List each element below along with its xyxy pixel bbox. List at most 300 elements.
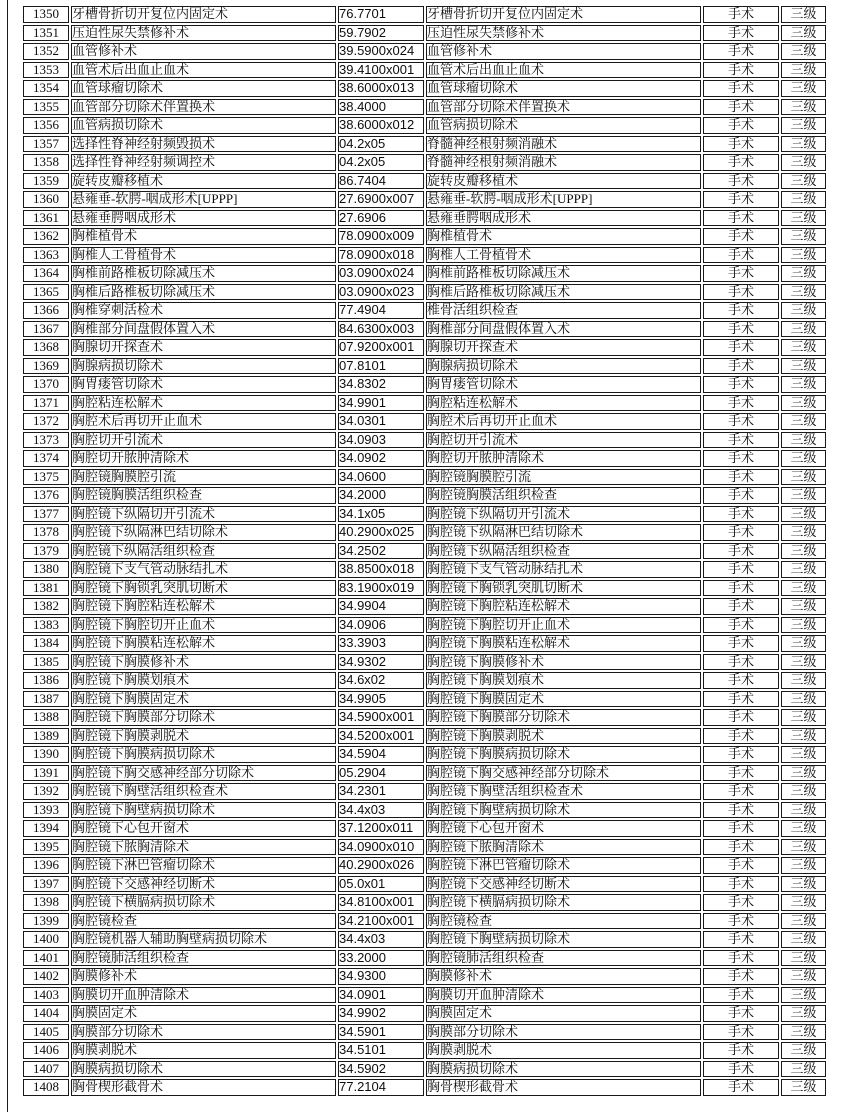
procedure-name-cell: 胸膜切开血肿清除术 — [71, 987, 336, 1004]
category-cell: 手术 — [703, 1079, 779, 1096]
level-cell: 三级 — [781, 950, 826, 967]
category-cell: 手术 — [703, 913, 779, 930]
procedure-code-cell: 34.0600 — [338, 469, 424, 486]
standard-name-cell: 牙槽骨折切开复位内固定术 — [426, 6, 701, 23]
row-index-cell: 1373 — [23, 432, 69, 449]
row-index-cell: 1387 — [23, 691, 69, 708]
row-index-cell: 1356 — [23, 117, 69, 134]
table-row — [23, 395, 826, 412]
row-index-cell: 1384 — [23, 635, 69, 652]
level-cell: 三级 — [781, 561, 826, 578]
procedure-code-cell: 34.2301 — [338, 783, 424, 800]
row-index-cell: 1404 — [23, 1005, 69, 1022]
procedure-name-cell: 胸腔镜下支气管动脉结扎术 — [71, 561, 336, 578]
level-cell: 三级 — [781, 654, 826, 671]
standard-name-cell: 胸椎前路椎板切除减压术 — [426, 265, 701, 282]
row-index-cell: 1354 — [23, 80, 69, 97]
procedure-name-cell: 胸腔镜下胸膜病损切除术 — [71, 746, 336, 763]
standard-name-cell: 胸膜切开血肿清除术 — [426, 987, 701, 1004]
level-cell: 三级 — [781, 117, 826, 134]
procedure-name-cell: 胸腔镜下纵隔切开引流术 — [71, 506, 336, 523]
standard-name-cell: 悬雍垂腭咽成形术 — [426, 210, 701, 227]
procedure-code-cell: 05.0x01 — [338, 876, 424, 893]
row-index-cell: 1383 — [23, 617, 69, 634]
procedure-name-cell: 胸骨楔形截骨术 — [71, 1079, 336, 1096]
procedure-code-cell: 34.0301 — [338, 413, 424, 430]
level-cell: 三级 — [781, 173, 826, 190]
standard-name-cell: 胸腔镜下胸膜粘连松解术 — [426, 635, 701, 652]
procedure-code-cell: 34.9902 — [338, 1005, 424, 1022]
procedure-code-cell: 39.4100x001 — [338, 62, 424, 79]
level-cell: 三级 — [781, 376, 826, 393]
standard-name-cell: 胸胃瘘管切除术 — [426, 376, 701, 393]
procedure-name-cell: 胸膜剥脱术 — [71, 1042, 336, 1059]
procedure-code-cell: 38.8500x018 — [338, 561, 424, 578]
row-index-cell: 1375 — [23, 469, 69, 486]
procedure-code-cell: 33.2000 — [338, 950, 424, 967]
row-index-cell: 1393 — [23, 802, 69, 819]
procedure-code-cell: 34.9300 — [338, 968, 424, 985]
row-index-cell: 1398 — [23, 894, 69, 911]
category-cell: 手术 — [703, 598, 779, 615]
category-cell: 手术 — [703, 99, 779, 116]
row-index-cell: 1394 — [23, 820, 69, 837]
table-row — [23, 43, 826, 60]
standard-name-cell: 胸膜修补术 — [426, 968, 701, 985]
standard-name-cell: 胸腔镜下交感神经切断术 — [426, 876, 701, 893]
table-row — [23, 765, 826, 782]
level-cell: 三级 — [781, 968, 826, 985]
level-cell: 三级 — [781, 469, 826, 486]
procedure-name-cell: 胸椎人工骨植骨术 — [71, 247, 336, 264]
table-row — [23, 913, 826, 930]
row-index-cell: 1378 — [23, 524, 69, 541]
category-cell: 手术 — [703, 80, 779, 97]
category-cell: 手术 — [703, 1061, 779, 1078]
standard-name-cell: 胸腔镜检查 — [426, 913, 701, 930]
table-row — [23, 284, 826, 301]
level-cell: 三级 — [781, 820, 826, 837]
procedure-name-cell: 压迫性尿失禁修补术 — [71, 25, 336, 42]
procedure-name-cell: 胸腔切开脓肿清除术 — [71, 450, 336, 467]
level-cell: 三级 — [781, 6, 826, 23]
procedure-code-cell: 40.2900x025 — [338, 524, 424, 541]
level-cell: 三级 — [781, 617, 826, 634]
row-index-cell: 1407 — [23, 1061, 69, 1078]
standard-name-cell: 悬雍垂-软腭-咽成形术[UPPP] — [426, 191, 701, 208]
row-index-cell: 1401 — [23, 950, 69, 967]
standard-name-cell: 胸腔镜下淋巴管瘤切除术 — [426, 857, 701, 874]
procedure-code-cell: 34.5200x001 — [338, 728, 424, 745]
table-row — [23, 136, 826, 153]
table-row — [23, 25, 826, 42]
row-index-cell: 1390 — [23, 746, 69, 763]
procedure-code-cell: 34.9302 — [338, 654, 424, 671]
standard-name-cell: 胸腔切开脓肿清除术 — [426, 450, 701, 467]
procedure-name-cell: 血管球瘤切除术 — [71, 80, 336, 97]
category-cell: 手术 — [703, 950, 779, 967]
row-index-cell: 1405 — [23, 1024, 69, 1041]
row-index-cell: 1396 — [23, 857, 69, 874]
category-cell: 手术 — [703, 413, 779, 430]
page-edge-line — [7, 0, 8, 1112]
row-index-cell: 1392 — [23, 783, 69, 800]
table-row — [23, 617, 826, 634]
category-cell: 手术 — [703, 931, 779, 948]
category-cell: 手术 — [703, 62, 779, 79]
procedure-name-cell: 血管部分切除术伴置换术 — [71, 99, 336, 116]
table-row — [23, 839, 826, 856]
level-cell: 三级 — [781, 25, 826, 42]
standard-name-cell: 胸腺切开探查术 — [426, 339, 701, 356]
level-cell: 三级 — [781, 99, 826, 116]
row-index-cell: 1397 — [23, 876, 69, 893]
standard-name-cell: 旋转皮瓣移植术 — [426, 173, 701, 190]
standard-name-cell: 胸腔镜下胸交感神经部分切除术 — [426, 765, 701, 782]
standard-name-cell: 胸膜固定术 — [426, 1005, 701, 1022]
row-index-cell: 1361 — [23, 210, 69, 227]
procedure-code-cell: 34.2000 — [338, 487, 424, 504]
procedure-table-body — [23, 6, 826, 1096]
procedure-name-cell: 胸腺切开探查术 — [71, 339, 336, 356]
standard-name-cell: 胸腔镜下胸膜划痕术 — [426, 672, 701, 689]
category-cell: 手术 — [703, 524, 779, 541]
procedure-name-cell: 胸腔镜下胸交感神经部分切除术 — [71, 765, 336, 782]
category-cell: 手术 — [703, 339, 779, 356]
standard-name-cell: 胸腔镜胸膜活组织检查 — [426, 487, 701, 504]
procedure-name-cell: 胸膜部分切除术 — [71, 1024, 336, 1041]
level-cell: 三级 — [781, 598, 826, 615]
procedure-code-cell: 34.0902 — [338, 450, 424, 467]
standard-name-cell: 胸腔镜下心包开窗术 — [426, 820, 701, 837]
row-index-cell: 1359 — [23, 173, 69, 190]
procedure-name-cell: 胸腔镜下脓胸清除术 — [71, 839, 336, 856]
procedure-name-cell: 胸腔镜下胸膜剥脱术 — [71, 728, 336, 745]
procedure-code-cell: 34.5902 — [338, 1061, 424, 1078]
level-cell: 三级 — [781, 543, 826, 560]
category-cell: 手术 — [703, 265, 779, 282]
procedure-code-cell: 34.5900x001 — [338, 709, 424, 726]
procedure-code-cell: 34.5901 — [338, 1024, 424, 1041]
procedure-name-cell: 胸腔粘连松解术 — [71, 395, 336, 412]
category-cell: 手术 — [703, 709, 779, 726]
row-index-cell: 1364 — [23, 265, 69, 282]
level-cell: 三级 — [781, 524, 826, 541]
table-row — [23, 820, 826, 837]
row-index-cell: 1402 — [23, 968, 69, 985]
procedure-code-cell: 27.6906 — [338, 210, 424, 227]
row-index-cell: 1353 — [23, 62, 69, 79]
procedure-code-cell: 34.0906 — [338, 617, 424, 634]
level-cell: 三级 — [781, 395, 826, 412]
row-index-cell: 1368 — [23, 339, 69, 356]
category-cell: 手术 — [703, 580, 779, 597]
standard-name-cell: 胸腺病损切除术 — [426, 358, 701, 375]
table-row — [23, 432, 826, 449]
standard-name-cell: 血管部分切除术伴置换术 — [426, 99, 701, 116]
table-row — [23, 154, 826, 171]
standard-name-cell: 胸腔镜下胸腔粘连松解术 — [426, 598, 701, 615]
standard-name-cell: 胸腔镜下胸膜剥脱术 — [426, 728, 701, 745]
row-index-cell: 1400 — [23, 931, 69, 948]
category-cell: 手术 — [703, 672, 779, 689]
level-cell: 三级 — [781, 191, 826, 208]
procedure-code-cell: 34.2502 — [338, 543, 424, 560]
category-cell: 手术 — [703, 302, 779, 319]
table-row — [23, 6, 826, 23]
category-cell: 手术 — [703, 450, 779, 467]
procedure-code-cell: 34.0900x010 — [338, 839, 424, 856]
category-cell: 手术 — [703, 1042, 779, 1059]
level-cell: 三级 — [781, 1005, 826, 1022]
standard-name-cell: 胸腔切开引流术 — [426, 432, 701, 449]
category-cell: 手术 — [703, 543, 779, 560]
category-cell: 手术 — [703, 857, 779, 874]
table-row — [23, 487, 826, 504]
standard-name-cell: 胸腔镜下胸膜部分切除术 — [426, 709, 701, 726]
standard-name-cell: 胸腔镜下胸膜病损切除术 — [426, 746, 701, 763]
procedure-code-cell: 34.9905 — [338, 691, 424, 708]
procedure-name-cell: 胸椎植骨术 — [71, 228, 336, 245]
category-cell: 手术 — [703, 247, 779, 264]
procedure-code-cell: 05.2904 — [338, 765, 424, 782]
row-index-cell: 1358 — [23, 154, 69, 171]
category-cell: 手术 — [703, 506, 779, 523]
table-row — [23, 635, 826, 652]
row-index-cell: 1357 — [23, 136, 69, 153]
standard-name-cell: 胸腔镜下支气管动脉结扎术 — [426, 561, 701, 578]
procedure-name-cell: 胸腔镜下胸膜部分切除术 — [71, 709, 336, 726]
row-index-cell: 1408 — [23, 1079, 69, 1096]
procedure-name-cell: 胸腔镜肺活组织检查 — [71, 950, 336, 967]
category-cell: 手术 — [703, 173, 779, 190]
standard-name-cell: 胸腔镜下横膈病损切除术 — [426, 894, 701, 911]
category-cell: 手术 — [703, 802, 779, 819]
standard-name-cell: 胸腔镜下胸锁乳突肌切断术 — [426, 580, 701, 597]
procedure-name-cell: 牙槽骨折切开复位内固定术 — [71, 6, 336, 23]
row-index-cell: 1395 — [23, 839, 69, 856]
table-row — [23, 469, 826, 486]
table-row — [23, 1024, 826, 1041]
procedure-name-cell: 胸胃瘘管切除术 — [71, 376, 336, 393]
procedure-code-cell: 34.8100x001 — [338, 894, 424, 911]
row-index-cell: 1351 — [23, 25, 69, 42]
level-cell: 三级 — [781, 894, 826, 911]
procedure-name-cell: 胸腔镜下胸腔切开止血术 — [71, 617, 336, 634]
table-row — [23, 987, 826, 1004]
row-index-cell: 1377 — [23, 506, 69, 523]
row-index-cell: 1360 — [23, 191, 69, 208]
table-row — [23, 672, 826, 689]
level-cell: 三级 — [781, 913, 826, 930]
procedure-code-cell: 34.8302 — [338, 376, 424, 393]
level-cell: 三级 — [781, 1061, 826, 1078]
procedure-name-cell: 悬雍垂-软腭-咽成形术[UPPP] — [71, 191, 336, 208]
standard-name-cell: 胸腔术后再切开止血术 — [426, 413, 701, 430]
standard-name-cell: 血管修补术 — [426, 43, 701, 60]
procedure-name-cell: 胸腔镜下胸壁活组织检查术 — [71, 783, 336, 800]
category-cell: 手术 — [703, 154, 779, 171]
level-cell: 三级 — [781, 506, 826, 523]
category-cell: 手术 — [703, 228, 779, 245]
level-cell: 三级 — [781, 746, 826, 763]
procedure-code-cell: 03.0900x023 — [338, 284, 424, 301]
table-row — [23, 931, 826, 948]
standard-name-cell: 胸膜病损切除术 — [426, 1061, 701, 1078]
row-index-cell: 1376 — [23, 487, 69, 504]
table-row — [23, 450, 826, 467]
procedure-code-cell: 34.2100x001 — [338, 913, 424, 930]
table-row — [23, 1079, 826, 1096]
table-row — [23, 654, 826, 671]
level-cell: 三级 — [781, 931, 826, 948]
standard-name-cell: 胸腔镜下胸膜修补术 — [426, 654, 701, 671]
procedure-code-cell: 34.0903 — [338, 432, 424, 449]
table-row — [23, 691, 826, 708]
table-row — [23, 358, 826, 375]
level-cell: 三级 — [781, 321, 826, 338]
table-row — [23, 1005, 826, 1022]
level-cell: 三级 — [781, 413, 826, 430]
standard-name-cell: 胸椎后路椎板切除减压术 — [426, 284, 701, 301]
level-cell: 三级 — [781, 580, 826, 597]
row-index-cell: 1370 — [23, 376, 69, 393]
level-cell: 三级 — [781, 783, 826, 800]
procedure-name-cell: 胸腔镜下胸壁病损切除术 — [71, 802, 336, 819]
procedure-name-cell: 胸椎部分间盘假体置入术 — [71, 321, 336, 338]
level-cell: 三级 — [781, 487, 826, 504]
table-row — [23, 598, 826, 615]
procedure-name-cell: 胸腔镜下纵隔淋巴结切除术 — [71, 524, 336, 541]
level-cell: 三级 — [781, 265, 826, 282]
row-index-cell: 1385 — [23, 654, 69, 671]
level-cell: 三级 — [781, 302, 826, 319]
level-cell: 三级 — [781, 358, 826, 375]
category-cell: 手术 — [703, 358, 779, 375]
procedure-code-cell: 07.9200x001 — [338, 339, 424, 356]
standard-name-cell: 胸腔镜下胸壁病损切除术 — [426, 931, 701, 948]
category-cell: 手术 — [703, 617, 779, 634]
row-index-cell: 1386 — [23, 672, 69, 689]
table-row — [23, 117, 826, 134]
category-cell: 手术 — [703, 376, 779, 393]
standard-name-cell: 椎骨活组织检查 — [426, 302, 701, 319]
level-cell: 三级 — [781, 284, 826, 301]
table-row — [23, 561, 826, 578]
table-row — [23, 99, 826, 116]
table-row — [23, 950, 826, 967]
standard-name-cell: 血管病损切除术 — [426, 117, 701, 134]
procedure-code-cell: 27.6900x007 — [338, 191, 424, 208]
row-index-cell: 1391 — [23, 765, 69, 782]
category-cell: 手术 — [703, 284, 779, 301]
level-cell: 三级 — [781, 228, 826, 245]
row-index-cell: 1406 — [23, 1042, 69, 1059]
level-cell: 三级 — [781, 987, 826, 1004]
row-index-cell: 1352 — [23, 43, 69, 60]
procedure-name-cell: 胸腺病损切除术 — [71, 358, 336, 375]
procedure-name-cell: 胸腔镜下胸膜固定术 — [71, 691, 336, 708]
category-cell: 手术 — [703, 117, 779, 134]
row-index-cell: 1388 — [23, 709, 69, 726]
row-index-cell: 1367 — [23, 321, 69, 338]
table-row — [23, 968, 826, 985]
level-cell: 三级 — [781, 62, 826, 79]
standard-name-cell: 胸腔镜下胸腔切开止血术 — [426, 617, 701, 634]
category-cell: 手术 — [703, 968, 779, 985]
table-row — [23, 80, 826, 97]
table-row — [23, 302, 826, 319]
procedure-code-cell: 78.0900x018 — [338, 247, 424, 264]
procedure-code-cell: 77.4904 — [338, 302, 424, 319]
procedure-name-cell: 胸腔镜下纵隔活组织检查 — [71, 543, 336, 560]
table-row — [23, 876, 826, 893]
procedure-name-cell: 胸腔镜下横膈病损切除术 — [71, 894, 336, 911]
procedure-name-cell: 胸腔镜下淋巴管瘤切除术 — [71, 857, 336, 874]
table-row — [23, 857, 826, 874]
standard-name-cell: 胸腔镜下脓胸清除术 — [426, 839, 701, 856]
category-cell: 手术 — [703, 469, 779, 486]
category-cell: 手术 — [703, 728, 779, 745]
level-cell: 三级 — [781, 43, 826, 60]
procedure-table — [21, 4, 828, 1098]
procedure-code-cell: 34.6x02 — [338, 672, 424, 689]
procedure-code-cell: 86.7404 — [338, 173, 424, 190]
procedure-code-cell: 83.1900x019 — [338, 580, 424, 597]
procedure-name-cell: 胸腔镜下胸膜粘连松解术 — [71, 635, 336, 652]
level-cell: 三级 — [781, 450, 826, 467]
table-row — [23, 265, 826, 282]
procedure-code-cell: 77.2104 — [338, 1079, 424, 1096]
standard-name-cell: 血管球瘤切除术 — [426, 80, 701, 97]
level-cell: 三级 — [781, 154, 826, 171]
procedure-code-cell: 84.6300x003 — [338, 321, 424, 338]
row-index-cell: 1382 — [23, 598, 69, 615]
standard-name-cell: 胸腔镜下胸膜固定术 — [426, 691, 701, 708]
row-index-cell: 1363 — [23, 247, 69, 264]
level-cell: 三级 — [781, 728, 826, 745]
procedure-code-cell: 37.1200x011 — [338, 820, 424, 837]
procedure-code-cell: 34.9901 — [338, 395, 424, 412]
standard-name-cell: 胸腔镜下纵隔活组织检查 — [426, 543, 701, 560]
procedure-code-cell: 33.3903 — [338, 635, 424, 652]
procedure-code-cell: 34.9904 — [338, 598, 424, 615]
table-row — [23, 728, 826, 745]
table-row — [23, 894, 826, 911]
row-index-cell: 1389 — [23, 728, 69, 745]
standard-name-cell: 胸膜剥脱术 — [426, 1042, 701, 1059]
procedure-name-cell: 胸腔镜下心包开窗术 — [71, 820, 336, 837]
table-row — [23, 783, 826, 800]
procedure-code-cell: 39.5900x024 — [338, 43, 424, 60]
procedure-code-cell: 04.2x05 — [338, 154, 424, 171]
procedure-name-cell: 胸膜病损切除术 — [71, 1061, 336, 1078]
standard-name-cell: 胸膜部分切除术 — [426, 1024, 701, 1041]
level-cell: 三级 — [781, 136, 826, 153]
procedure-code-cell: 76.7701 — [338, 6, 424, 23]
level-cell: 三级 — [781, 857, 826, 874]
category-cell: 手术 — [703, 820, 779, 837]
procedure-name-cell: 血管术后出血止血术 — [71, 62, 336, 79]
category-cell: 手术 — [703, 432, 779, 449]
standard-name-cell: 血管术后出血止血术 — [426, 62, 701, 79]
level-cell: 三级 — [781, 709, 826, 726]
level-cell: 三级 — [781, 1079, 826, 1096]
procedure-code-cell: 04.2x05 — [338, 136, 424, 153]
standard-name-cell: 胸骨楔形截骨术 — [426, 1079, 701, 1096]
table-row — [23, 1061, 826, 1078]
category-cell: 手术 — [703, 561, 779, 578]
